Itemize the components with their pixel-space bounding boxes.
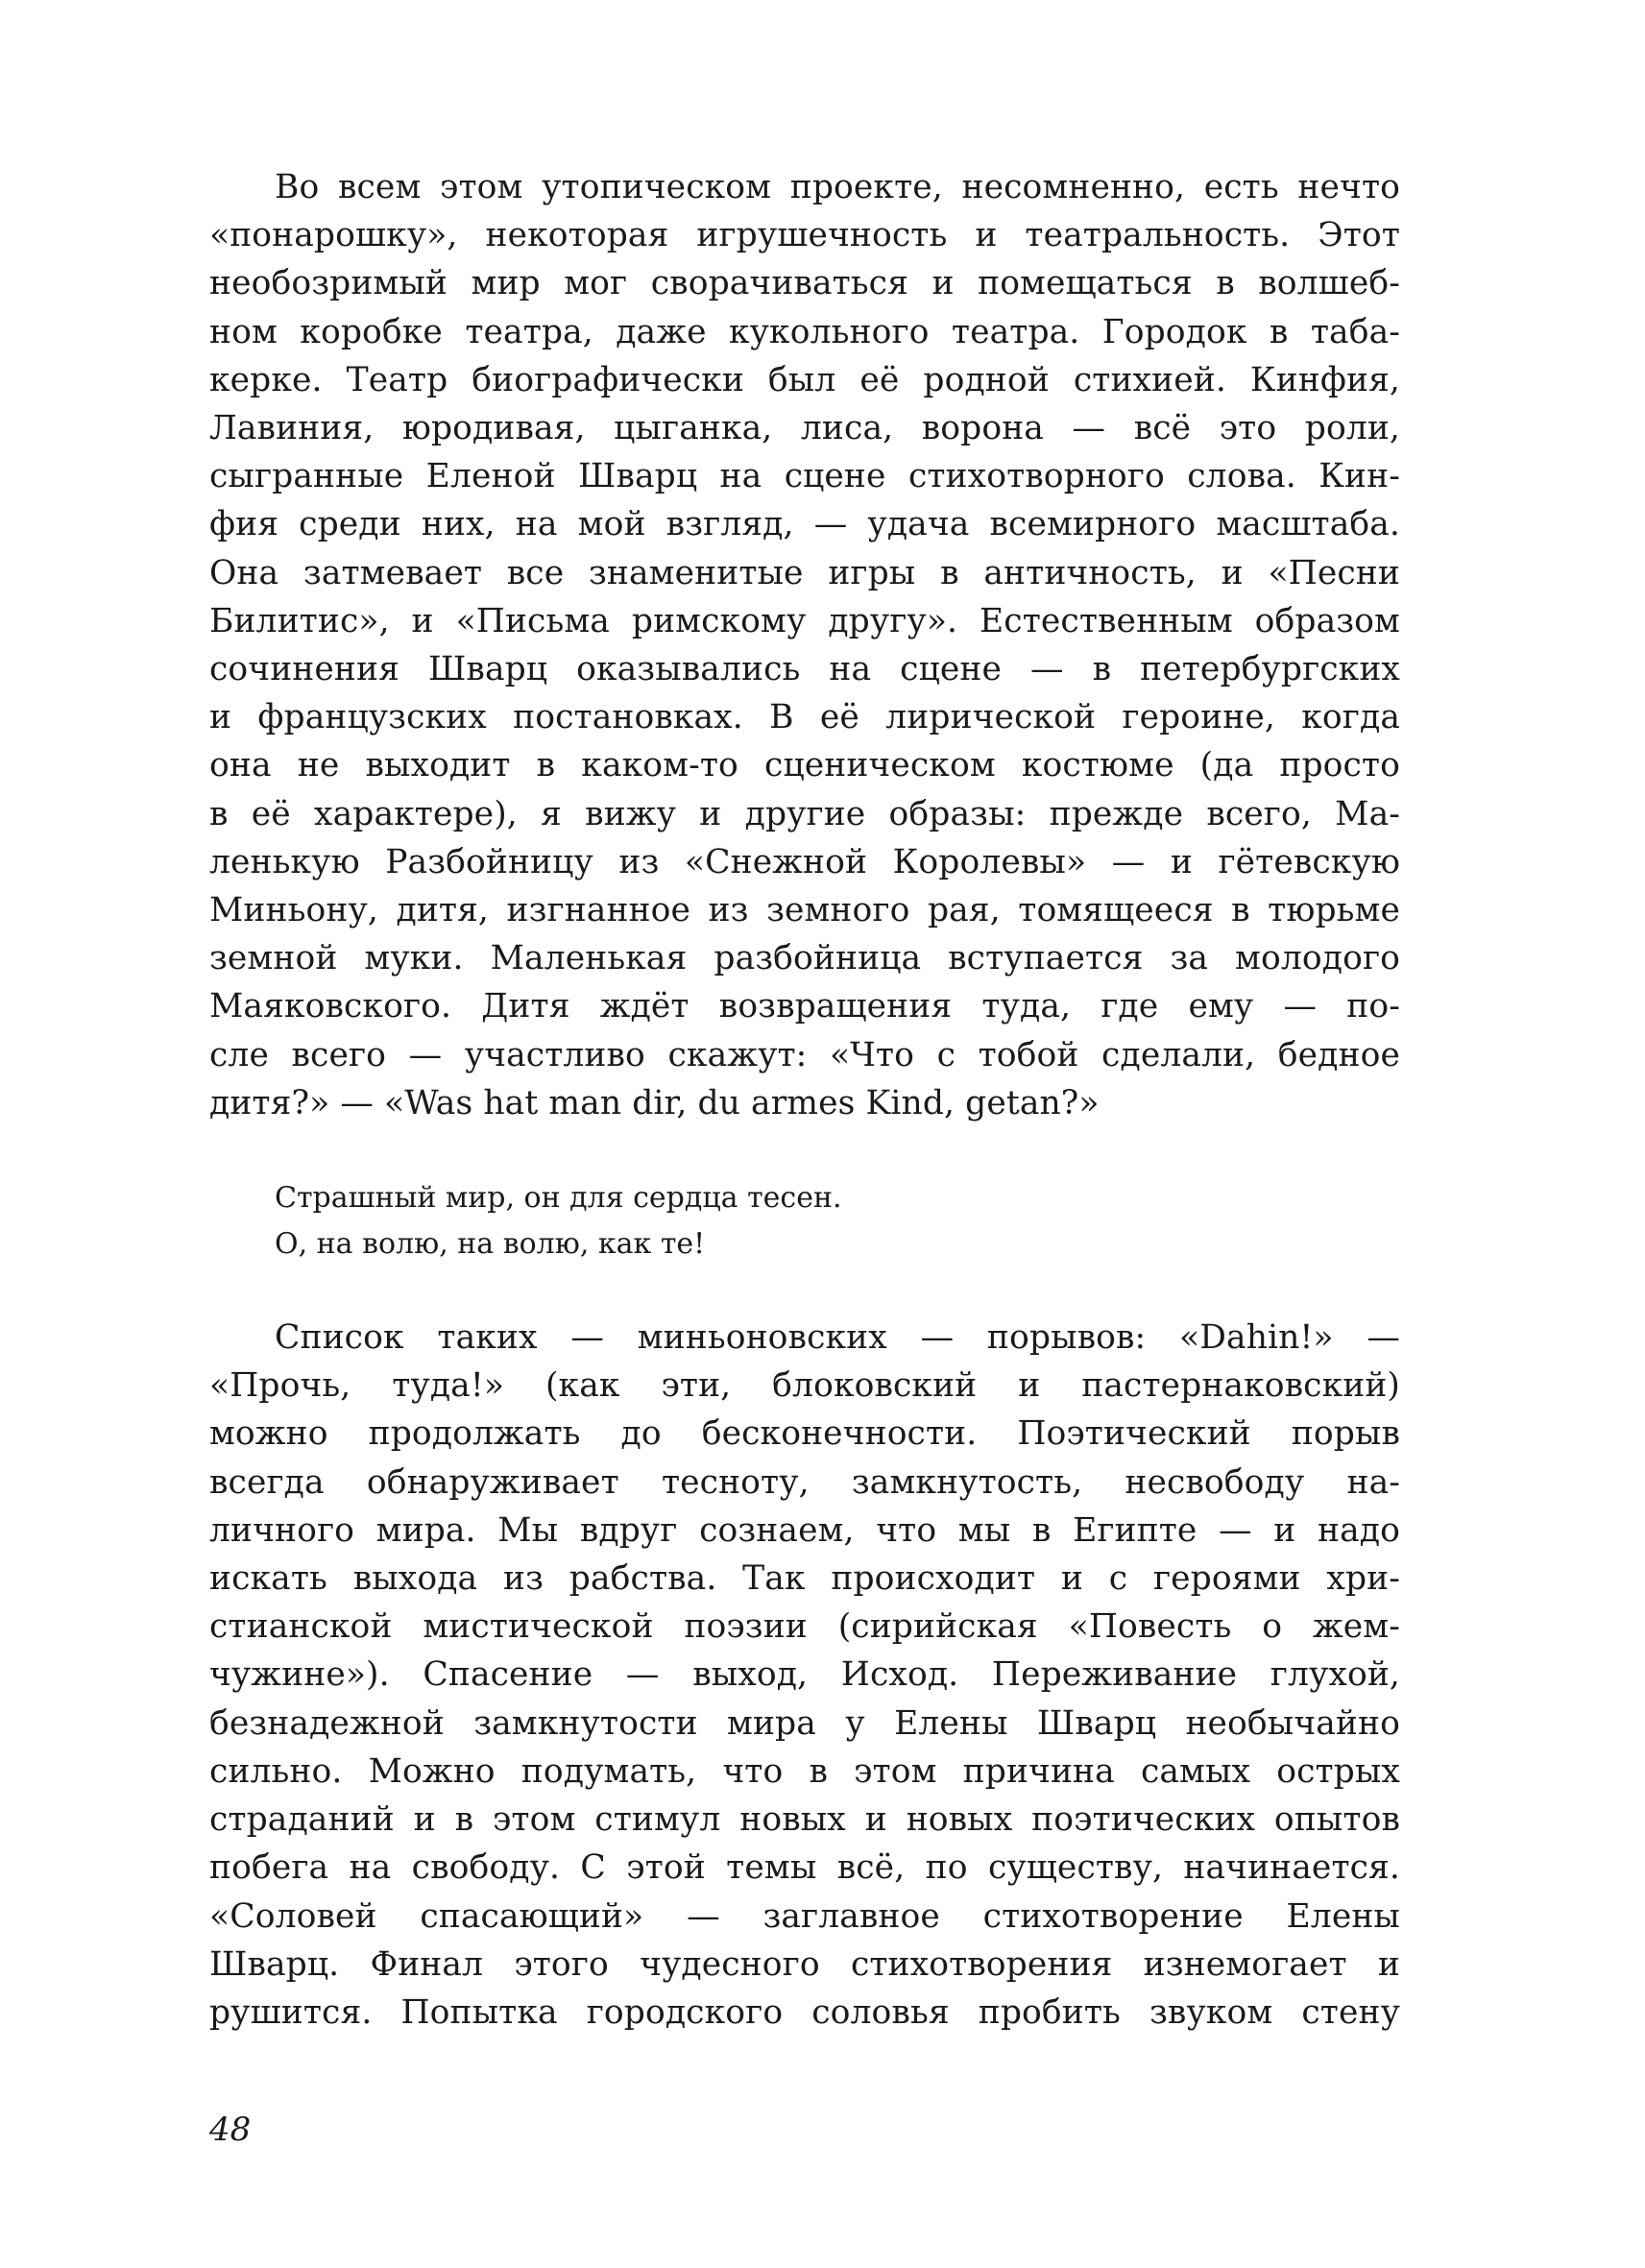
text-line: искать выхода из рабства. Так происходит и с героями хри-	[209, 1559, 1400, 1599]
text-line: керке. Театр биографически был её родной стихией. Кинфия,	[209, 360, 1400, 399]
page-number: 48	[209, 2111, 252, 2149]
paragraph-2	[209, 1314, 1400, 2037]
paragraph-1	[209, 163, 1400, 1127]
text-line: необозримый мир мог сворачиваться и помещаться в волшеб-	[209, 264, 1400, 303]
text-line: в её характере), я вижу и другие образы: прежде всего, Ма-	[209, 794, 1400, 833]
text-line: Миньону, дитя, изгнанное из земного рая, томящееся в тюрьме	[209, 891, 1400, 930]
text-line: сле всего — участливо скажут: «Что с тобой сделали, бедное	[209, 1035, 1400, 1074]
text-line: дитя?» — «Was hat man dir, du armes Kind, getan?»	[209, 1083, 1100, 1122]
text-line: Она затмевает все знаменитые игры в античность, и «Песни	[209, 553, 1400, 592]
text-line: Лавиния, юродивая, цыганка, лиса, ворона — всё это роли,	[209, 409, 1400, 448]
text-line: «Соловей спасающий» — заглавное стихотворение Елены	[209, 1896, 1400, 1936]
page-body	[209, 163, 1400, 2037]
text-line: безнадежной замкнутости мира у Елены Шварц необычайно	[209, 1703, 1400, 1743]
text-line: Маяковского. Дитя ждёт возвращения туда, где ему — по-	[209, 987, 1400, 1026]
text-line: ленькую Разбойницу из «Снежной Королевы» — и гётевскую	[209, 842, 1400, 881]
text-line: сыгранные Еленой Шварц на сцене стихотворного слова. Кин-	[209, 457, 1400, 496]
text-line: Список таких — миньоновских — порывов: «Dahin!» —	[275, 1318, 1400, 1358]
text-line: земной муки. Маленькая разбойница вступается за молодого	[209, 939, 1400, 978]
text-line: можно продолжать до бесконечности. Поэтический порыв	[209, 1414, 1400, 1454]
text-line: личного мира. Мы вдруг сознаем, что мы в Египте — и надо	[209, 1510, 1400, 1550]
text-line: она не выходит в каком-то сценическом костюме (да просто	[209, 746, 1400, 785]
text-line: рушится. Попытка городского соловья пробить звуком стену	[209, 1992, 1400, 2032]
text-line: Шварц. Финал этого чудесного стихотворения изнемогает и	[209, 1944, 1400, 1984]
verse-quote	[275, 1175, 1400, 1267]
text-line: и французских постановках. В её лирической героине, когда	[209, 698, 1400, 737]
text-line: Билитис», и «Письма римскому другу». Естественным образом	[209, 601, 1400, 640]
text-line: чужине»). Спасение — выход, Исход. Переживание глухой,	[209, 1655, 1400, 1695]
verse-line: Страшный мир, он для сердца тесен.	[275, 1181, 842, 1216]
verse-line: О, на волю, на волю, как те!	[275, 1227, 706, 1262]
text-line: «понарошку», некоторая игрушечность и театральность. Этот	[209, 216, 1400, 255]
text-line: сочинения Шварц оказывались на сцене — в петербургских	[209, 650, 1400, 689]
text-line: всегда обнаруживает тесноту, замкнутость, несвободу на-	[209, 1462, 1400, 1502]
text-line: «Прочь, туда!» (как эти, блоковский и пастернаковский)	[209, 1366, 1400, 1406]
text-line: ном коробке театра, даже кукольного театра. Городок в таба-	[209, 312, 1400, 351]
text-line: Во всем этом утопическом проекте, несомненно, есть нечто	[275, 168, 1400, 206]
text-line: фия среди них, на мой взгляд, — удача всемирного масштаба.	[209, 505, 1400, 544]
text-line: стианской мистической поэзии (сирийская «Повесть о жем-	[209, 1607, 1400, 1647]
text-line: сильно. Можно подумать, что в этом причина самых острых	[209, 1751, 1400, 1791]
text-line: побега на свободу. С этой темы всё, по существу, начинается.	[209, 1848, 1400, 1888]
text-line: страданий и в этом стимул новых и новых поэтических опытов	[209, 1800, 1400, 1840]
